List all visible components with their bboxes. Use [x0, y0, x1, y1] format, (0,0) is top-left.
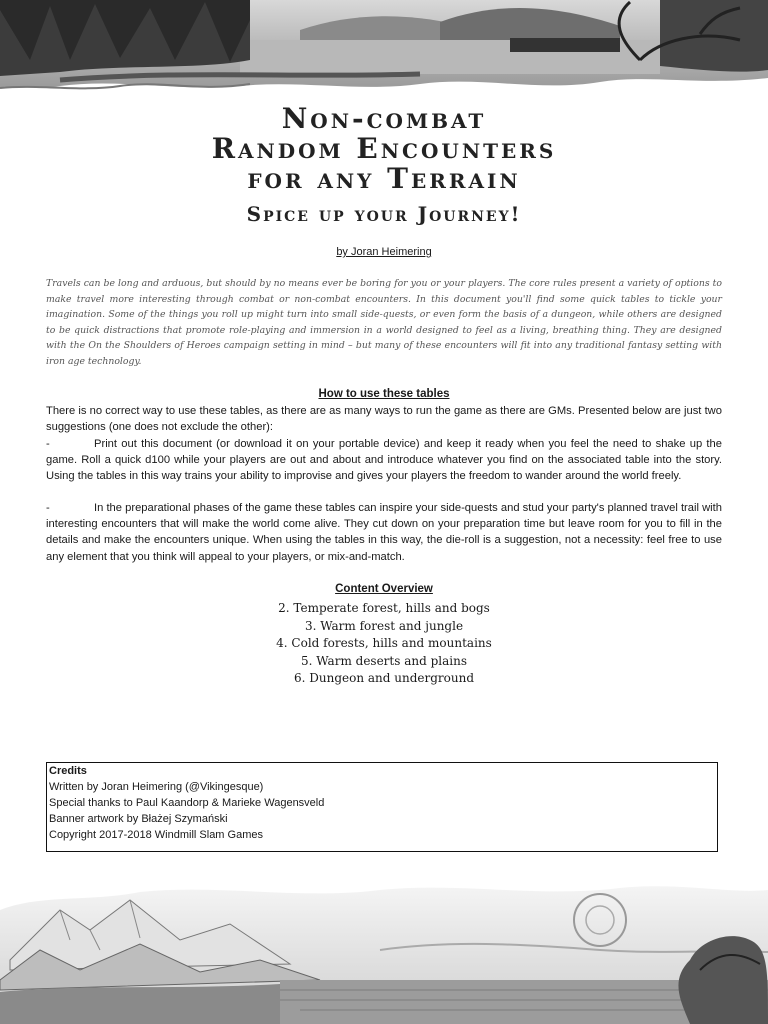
content-overview-heading: Content Overview [335, 583, 433, 595]
credits-box [46, 762, 718, 852]
document-title [0, 104, 768, 194]
bullet-dash: - [46, 502, 50, 514]
howto-intro-paragraph: There is no correct way to use these tables, as there are as many ways to run the game as there are GMs. Presented below are just two suggestions (one does not exclude the other): [46, 405, 722, 434]
suggestion-text-2: In the preparational phases of the game these tables can inspire your side-quests and stud your party's planned travel trail with interesting encounters that will make the world come alive. They cut down on your preparation time but leave room for you to fill in the details and make the encounters unique. When using the tables in this way, the die-roll is a suggestion, not a necessity: feel free to use any element that you think will appeal to your players, or mix-and-match. [46, 502, 722, 563]
credits-title: Credits [49, 765, 87, 777]
suggestion-text-1: Print out this document (or download it on your portable device) and keep it ready when you feel the need to shake up the game. Roll a quick d100 while your players are out and about and introduce whatever you find on the associated table into the story. Using the tables in this way trains your ability to improvise and gives your players the freedom to wander around the world freely. [46, 438, 722, 483]
title-line-1: Non-combat [281, 102, 487, 135]
author-byline: by Joran Heimering [336, 246, 432, 258]
suggestion-item-1 [46, 436, 722, 485]
suggestion-item-2 [46, 500, 722, 565]
overview-item: 3. Warm forest and jungle [304, 618, 464, 633]
content-overview-list [0, 600, 768, 688]
overview-item: 5. Warm deserts and plains [301, 653, 467, 668]
overview-item: 4. Cold forests, hills and mountains [276, 636, 492, 650]
overview-item: 6. Dungeon and underground [293, 671, 475, 685]
title-line-2: Random Encounters [211, 132, 557, 165]
overview-item: 2. Temperate forest, hills and bogs [278, 601, 490, 615]
howto-heading: How to use these tables [318, 388, 450, 400]
credits-line: Written by Joran Heimering (@Vikingesque) [49, 781, 264, 793]
credits-line: Banner artwork by Błażej Szymański [49, 813, 228, 825]
top-banner-artwork [0, 0, 768, 100]
bottom-banner-artwork [0, 880, 768, 1024]
title-line-3: for any Terrain [247, 162, 521, 195]
credits-line: Copyright 2017-2018 Windmill Slam Games [49, 829, 263, 841]
bullet-dash: - [46, 438, 50, 450]
intro-paragraph: Travels can be long and arduous, but should by no means ever be boring for you or your players. The core rules present a variety of options to make travel more interesting through combat or non-combat encounters. In this document you'll find some quick tables to tickle your imagination. Some of the things you roll up might turn into small side-quests, or even form the basis of a dungeon, while others are designed to be quick distractions that promote role-playing and immersion in a world designed to feel as a living, breathing thing. They are designed with the On the Shoulders of Heroes campaign setting in mind – but many of these encounters will fit into any traditional fantasy setting with iron age technology. [46, 278, 722, 367]
document-subtitle: Spice up your Journey! [246, 202, 522, 226]
credits-line: Special thanks to Paul Kaandorp & Marieke Wagensveld [49, 797, 325, 809]
